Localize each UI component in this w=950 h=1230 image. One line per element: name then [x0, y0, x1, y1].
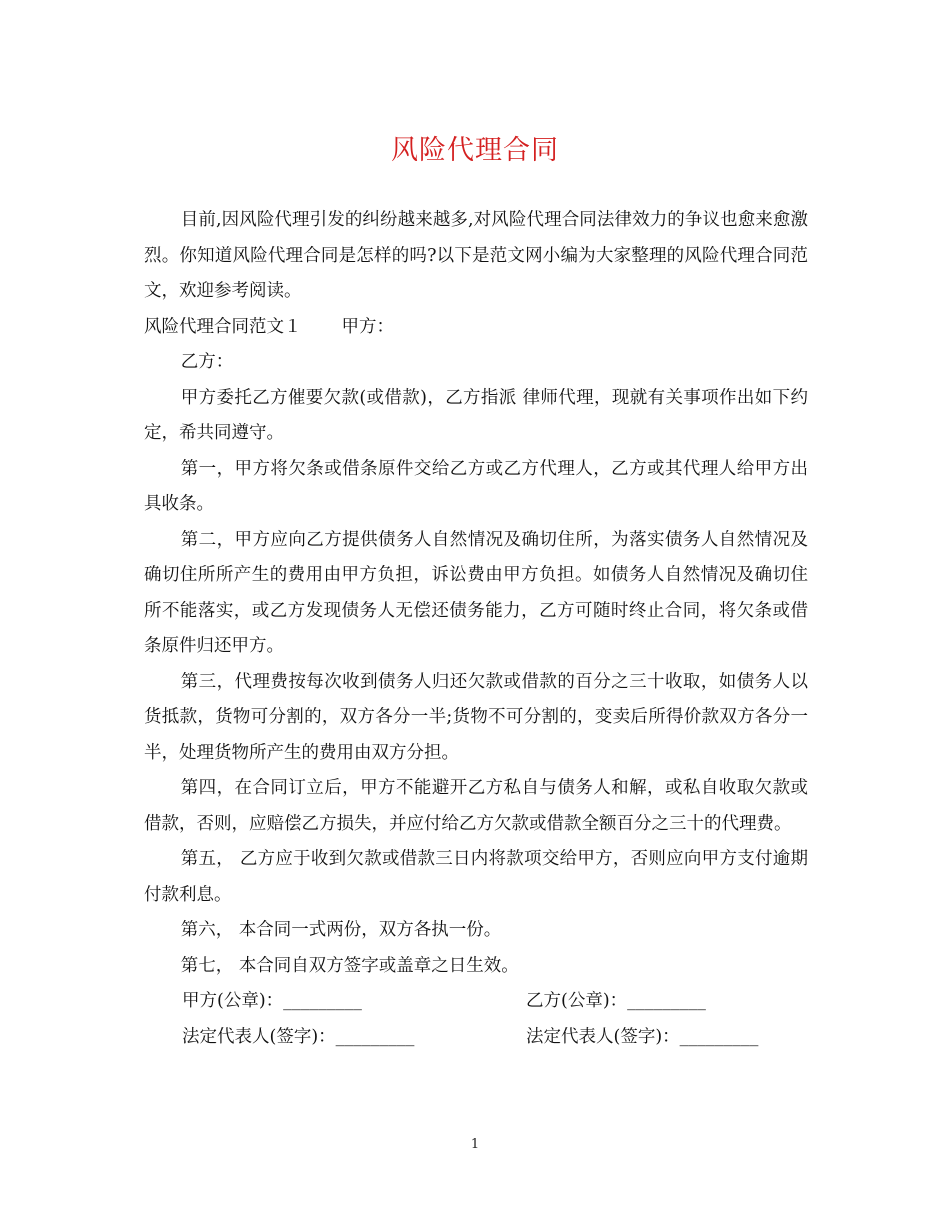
sample-heading: 风险代理合同范文１: [144, 316, 302, 337]
preamble-paragraph: 甲方委托乙方催要欠款(或借款)，乙方指派 律师代理，现就有关事项作出如下约定，希共同遵守。: [144, 387, 808, 443]
document-title: 风险代理合同: [391, 135, 559, 166]
party-a-representative: 法定代表人(签字)：_________: [182, 1026, 415, 1047]
clause-5: 第五， 乙方应于收到欠款或借款三日内将款项交给甲方，否则应向甲方支付逾期付款利息。: [144, 849, 808, 905]
sample-heading-line: [144, 310, 808, 346]
page-number: 1: [470, 1137, 480, 1152]
signature-row-seal: [144, 984, 808, 1020]
clause-6: 第六， 本合同一式两份，双方各执一份。: [180, 920, 502, 940]
clause-3: 第三，代理费按每次收到债务人归还欠款或借款的百分之三十收取，如债务人以货抵款，货物可分割的，双方各分一半;货物不可分割的，变卖后所得价款双方各分一半，处理货物所产生的费用由双方分担。: [144, 671, 808, 763]
party-a-seal: 甲方(公章)：_________: [182, 991, 362, 1011]
clause-7: 第七， 本合同自双方签字或盖章之日生效。: [180, 955, 519, 976]
signature-row-representative: [144, 1020, 808, 1056]
intro-paragraph: 目前,因风险代理引发的纠纷越来越多,对风险代理合同法律效力的争议也愈来愈激烈。你知道风险代理合同是怎样的吗?以下是范文网小编为大家整理的风险代理合同范文，欢迎参考阅读。: [144, 210, 808, 301]
party-b-label: 乙方：: [180, 352, 234, 372]
clause-2: 第二，甲方应向乙方提供债务人自然情况及确切住所，为落实债务人自然情况及确切住所所产生的费用由甲方负担，诉讼费由甲方负担。如债务人自然情况及确切住所不能落实，或乙方发现债务人无偿还债务能力，乙方可随时终止合同，将欠条或借条原件归还甲方。: [144, 529, 808, 656]
clause-4: 第四，在合同订立后，甲方不能避开乙方私自与债务人和解，或私自收取欠款或借款，否则，应赔偿乙方损失，并应付给乙方欠款或借款全额百分之三十的代理费。: [144, 778, 808, 834]
party-b-seal: 乙方(公章)：_________: [526, 991, 706, 1011]
party-a-label: 甲方：: [341, 316, 394, 337]
clause-1: 第一，甲方将欠条或借条原件交给乙方或乙方代理人，乙方或其代理人给甲方出具收条。: [144, 458, 808, 514]
party-b-representative: 法定代表人(签字)：_________: [526, 1026, 759, 1047]
document-body: [144, 203, 808, 1055]
